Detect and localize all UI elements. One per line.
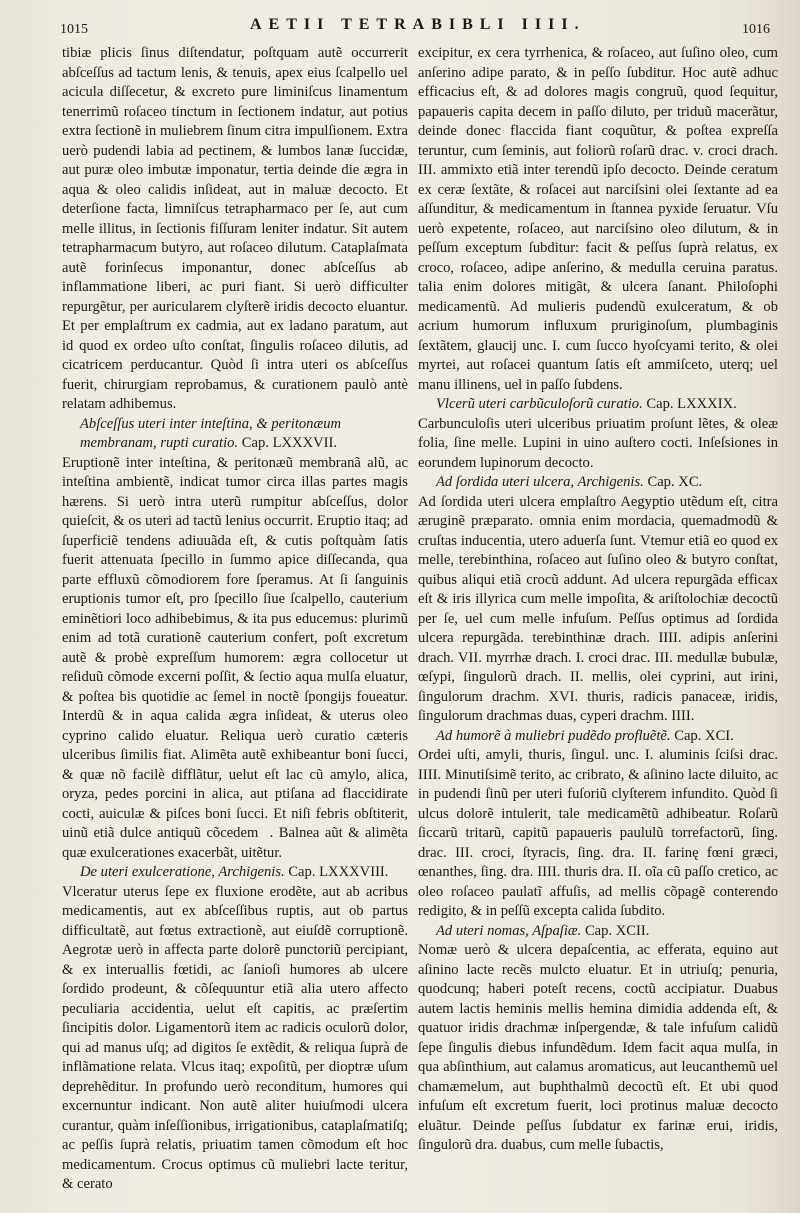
page-header (60, 10, 770, 44)
chapter-number: Cap. LXXXVII. (241, 435, 338, 451)
chapter-title-92 (418, 922, 778, 942)
right-paragraph-2: Carbunculoſis uteri ulceribus priuatim proſunt lẽtes, & oleæ folia, ſine melle. Lupini in uino auſtero cocti. Inſeſsiones in eorundem lupinorum decocto. (418, 415, 778, 471)
right-paragraph-5: Nomæ uerò & ulcera depaſcentia, ac efferata, equino aut aſinino lacte recẽs mulcto eluatur. Et in utriuſq; penuria, quodcunq; haberi poteſt recens, coctũ accipiatur. Duabus autem lactis heminis mellis hemina dimidia addenda eſt, & quatuor iridis drachmæ inſpergendæ, & tale infuſum calidũ ſepe ſingulis diebus infundẽdum. Idem facit aqua mulſa, in qua abſinthium, aut calamus aromaticus, aut leucanthemũ uel chamæmelum, aut buphthalmũ decoctũ eſt. Et ubi quod infuſum eſt excretum fuerit, loci protinus maluæ decocto eluãtur. Deinde peſſus ſubdatur ex farinæ erui, iridis, ſingulorũ dra. duabus, cum melle ſubactis, (418, 942, 778, 1153)
right-paragraph-1: excipitur, ex cera tyrrhenica, & roſaceo, aut ſuſino oleo, cum anſerino adipe parato, & in peſſo ſubditur. Hoc autẽ adhuc efficacius eſt, & ad dolores magis congruũ, quod ſequitur, papaueris capita decem in paſſo diluto, per triduũ macerãtur, deinde donec flaccida fiant coquũtur, & poſtea expreſſa teruntur, cum ſeminis, aut foliorũ roſarũ drac. v. croci drach. III. ammixto etiã inter terendũ ipſo decocto. Deinde ceratum ex ceræ ſextãte, & roſacei aut narciſsini olei ſextante ad ea aſſunditur, & medicamentum in ſtannea pyxide ſeruatur. Vſu uerò expetente, roſaceo, aut narciſsino oleo dilutum, & in peſſum exceptum ſubditur: facit & peſſus ſuprà relatus, ex croco, roſaceo, adipe anſerino, & medulla ceruina paratus. talia enim dolores mitigãt, & ulcera ſanant. Philoſophi medicamentũ. Ad mulieris pudendũ exulceratum, & ob acrium humorum influxum pruriginoſum, plumbaginis ſextãtem, glaucij unc. I. cum ſucco hyoſcyami terito, & olei myrtei, aut roſacei quantum ſatis eſt ammiſceto, uterq; uel manu illinens, uel in paſſo ſubdens. (418, 45, 778, 393)
chapter-title-text: Vlcerũ uteri carbũculoſorũ curatio. (436, 396, 643, 412)
page-number-left: 1015 (60, 22, 88, 37)
chapter-title-91 (418, 727, 778, 747)
right-column (418, 44, 778, 1156)
chapter-title-87 (62, 415, 408, 454)
chapter-number: Cap. XC. (647, 474, 703, 490)
right-paragraph-3: Ad ſordida uteri ulcera emplaſtro Aegyptio utẽdum eſt, citra æruginẽ præparato. omnia enim mordacia, quemadmodũ & cruſtas inducentia, utero aduerſa ſunt. Vtemur etiã eo quod ex melle, terebinthina, roſaceo aut ſuſino oleo & butyro conſtat, quibus aliqui etiã crocũ addunt. Ad ulcera repurgãda efficax eſt & iris illyrica cum melle impoſita, & ariſtolochiæ decoctũ per ſe, uel cum melle infuſum. Peſſus optimus ad ſordida ulcera repurgãda. terebinthinæ drach. IIII. adipis anſerini drach. VII. myrrhæ drach. I. croci drac. III. medullæ bubulæ, œſypi, ſingulorũ drach. II. mellis, olei cyprini, aut irini, ſingulorum drachm. XVI. thuris, radicis panaceæ, iridis, ſingulorum drachmas duas, cyperi drachm. IIII. (418, 493, 778, 724)
left-paragraph-1: tibiæ plicis ſinus diſtendatur, poſtquam autẽ occurrerit abſceſſus ad tactum lenis, & tenuis, apex eius ſcalpello uel acicula diſſecetur, & excreto pure liminiſcus linamentum tenerrimũ roſaceo tinctum in ſectionem indatur, aut potius extra ſectionẽ in muliebrem ſinum citra impulſionem. Extra uerò pudendi labia ad pectinem, & lumbos lanæ ſuccidæ, aut puræ oleo imbutæ imponatur, tertia deinde die ægra in aqua & oleo calidis inſideat, aut in maluæ decocto. Et deterſione facta, limniſcus tetrapharmaco per ſe, aut cum melle illitus, in ſectionis fiſſuram leniter indatur. Sit autem tetrapharmacum butyro, aut roſaceo dilutum. Cataplaſmata autẽ forinſecus imponantur, donec abſceſſus ab inflammatione liberi, ac puri fiant. Si uerò difficulter repurgẽtur, per auricularem clyſterẽ iridis decocto eluantur. Et per emplaſtrum ex cadmia, aut ex ladano paratum, aut id quod ex ordeo uſto conſtat, ſingulis roſaceo dilutis, ad cicatricem perducantur. Quòd ſi intra uteri os abſceſſus fuerit, chirurgiam reprobamus, & curationem paulò antè relatam adhibemus. (62, 45, 408, 412)
chapter-number: Cap. LXXXIX. (646, 396, 737, 412)
chapter-title-90 (418, 473, 778, 493)
left-column (62, 44, 408, 1195)
chapter-title-text: De uteri exulceratione, Archigenis. (80, 864, 285, 880)
chapter-number: Cap. XCI. (674, 727, 734, 744)
left-paragraph-2: Eruptionẽ inter inteſtina, & peritonæũ membranã alũ, ac inteſtina ambientẽ, indicat tumor circa illas partes magis hærens. Si uerò intra uterũ rumpitur abſceſſus, dolor quieſcit, & os uteri ad tactũ lenius occurrit. Eruptio itaq; ad ſuperficiẽ tendens adiuuãda eſt, & cutis poſtquàm ſatis fuerit attenuata ſpecillo in ſummo apice diſſecanda, qua parte effluxũ cõmodiorem fore ſperamus. At ſi ſanguinis eruptionis tumor eſt, pro ſpecillo ſiue ſcalpello, cauterium eminẽtiori loco adhibebimus, & ita pus educemus: plurimũ enim ad totã curationẽ cauterium confert, poſt excretum autẽ & probè expreſſum humorem: ægra collocetur ut reſiduũ cõmode excerni poſſit, & ſectio aqua mulſa eluatur, & poſtea bis quotidie ac ſemel in noctẽ ſpongijs foueatur. Interdũ & in aqua calida ægra inſideat, & uterus oleo cyprino calido eluatur. Reliqua uerò curatio cæteris ulceribus ſimilis fiat. Alimẽta autẽ exhibeantur boni ſucci, & quæ nõ facilè difflãtur, uelut eſt lac cũ amylo, alica, oryza, pedes porcini in alica, aut ptiſana ad flaccidirate cocti, auiculæ & piſces boni ſucci. Et niſi febris obſtiterit, uinũ etiã dulce antiquũ cõcedem᷑. Balnea aũt & alimẽta quæ exulcerationes exacerbãt, uitẽtur. (62, 454, 408, 861)
left-paragraph-3: Vlceratur uterus ſepe ex fluxione erodẽte, aut ab acribus medicamentis, aut ex abſceſſibus ruptis, aut ob partus difficultatẽ, aut fœtus extractionẽ, aut eiuſdẽ corruptionẽ. Aegrotæ uerò in affecta parte dolorẽ punctoriũ percipiant, & ex interuallis fœtidi, ac ſanioſi humores ab ulcere ſordido prodeunt, & cõſequuntur etiã alia utero affecto peculiaria accidentia, uelut eſt capitis, ac præſertim ſincipitis dolor. Ligamentorũ item ac radicis oculorũ dolor, qui ad manus uſq; ad digitos ſe extẽdit, & reliqua ſuprà de inflãmatione relata. Vlcus itaq; expoſitũ, per dioptræ uſum deprehẽditur. In profundo uerò reconditum, humores qui excernuntur indicant. Non autẽ aliter huiuſmodi ulcera curantur, quàm inſeſſionibus, irrigationibus, cataplaſmatiſq; ac peſſis ſuprà relatis, priuatim tamen cõmodum eſt hoc medicamentum. Crocus optimus cũ muliebri lacte teritur, & cerato (62, 883, 408, 1192)
chapter-title-text: Abſceſſus uteri inter inteſtina, & peritonæum membranam, rupti curatio. (80, 415, 342, 451)
chapter-title-text: Ad ſordida uteri ulcera, Archigenis. (436, 474, 644, 490)
chapter-title-89 (418, 395, 778, 415)
right-paragraph-4: Ordei uſti, amyli, thuris, ſingul. unc. I. aluminis ſciſsi drac. IIII. Minutiſsimẽ terito, ac cribrato, & aſinino lacte diluito, ac in pudendi ſinũ per uteri fuſoriũ clyſterem infundito. Quòd ſi ulcus dolorẽ intulerit, tale medicamẽtũ adhibeatur. Roſarũ ſiccarũ tritarũ, capitũ papaueris paululũ torrefactorũ, ſing. drac. III. croci, ſtyracis, ſing. dra. II. farinę fœni græci, œnanthes, ſing. dra. IIII. thuris dra. II. oĩa cũ paſſo cretico, ac oleo roſaceo paulatĩ affuſis, ad mellis cõpagẽ conterendo redigito, & in peſſũ excepta calida ſubdito. (418, 747, 778, 919)
chapter-title-text: Ad humorẽ à muliebri pudẽdo profluẽtẽ. (436, 727, 671, 744)
chapter-number: Cap. XCII. (584, 922, 650, 939)
running-title: AETII TETRABIBLI IIII. (250, 16, 586, 33)
chapter-number: Cap. LXXXVIII. (288, 864, 389, 880)
page-number-right: 1016 (742, 22, 770, 37)
chapter-title-88 (62, 863, 408, 883)
chapter-title-text: Ad uteri nomas, Aſpaſiæ. (436, 922, 582, 939)
